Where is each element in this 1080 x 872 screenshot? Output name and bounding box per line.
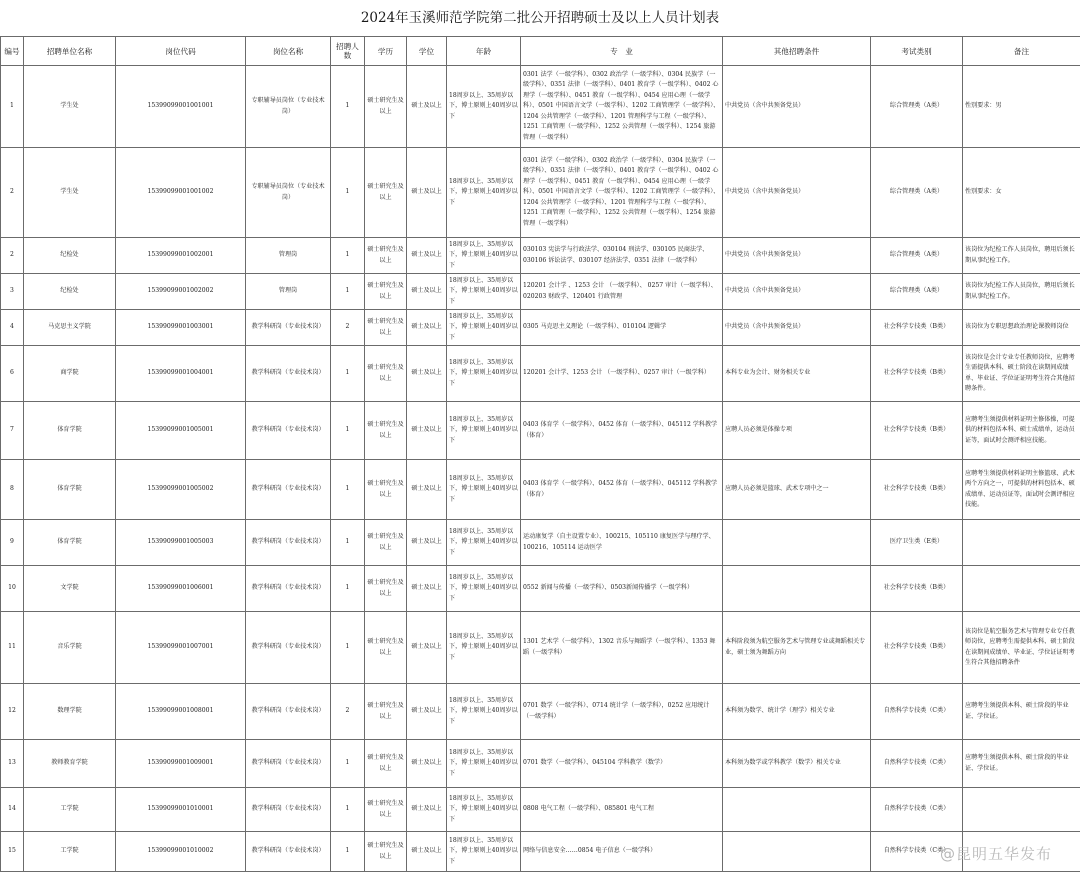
col-header: 岗位代码: [116, 37, 246, 66]
cell-post: 教学科研岗（专业技术岗）: [246, 566, 331, 612]
cell-count: 1: [331, 148, 365, 238]
cell-count: 1: [331, 520, 365, 566]
cell-post: 教学科研岗（专业技术岗）: [246, 310, 331, 346]
cell-exam: 社会科学专技类（B类）: [871, 460, 963, 520]
cell-age: 18周岁以上、35周岁以下，博士原则上40周岁以下: [447, 148, 521, 238]
cell-remark: [963, 788, 1080, 832]
col-header: 岗位名称: [246, 37, 331, 66]
cell-unit: 体育学院: [24, 520, 116, 566]
table-row: [1, 148, 1080, 238]
table-row: [1, 788, 1080, 832]
cell-degree: 硕士及以上: [407, 520, 447, 566]
cell-degree: 硕士及以上: [407, 832, 447, 872]
cell-count: 1: [331, 402, 365, 460]
cell-unit: 数理学院: [24, 684, 116, 740]
cell-other: 中共党员（含中共预备党员）: [723, 148, 871, 238]
cell-age: 18周岁以上、35周岁以下，博士原则上40周岁以下: [447, 66, 521, 148]
cell-no: 15: [1, 832, 24, 872]
cell-edu: 硕士研究生及以上: [365, 788, 407, 832]
cell-no: 11: [1, 612, 24, 684]
cell-degree: 硕士及以上: [407, 684, 447, 740]
cell-major: 0701 数学（一级学科）、0714 统计学（一级学科），0252 应用统计（一级学科）: [521, 684, 723, 740]
table-row: [1, 612, 1080, 684]
cell-remark: 该岗位是会计专业专任教师岗位，应聘考生需提供本科、硕士阶段在读期间成绩单、毕业证、学位证证明考生符合其他招聘条件。: [963, 346, 1080, 402]
cell-major: 120201 会计学 、1253 会计 （一级学科）、 0257 审计（一级学科）、020203 财政学、120401 行政管理: [521, 274, 723, 310]
cell-age: 18周岁以上、35周岁以下，博士原则上40周岁以下: [447, 612, 521, 684]
cell-major: 120201 会计学、1253 会计 （一级学科）、0257 审计（一级学科）: [521, 346, 723, 402]
cell-no: 2: [1, 148, 24, 238]
cell-remark: [963, 520, 1080, 566]
cell-age: 18周岁以上、35周岁以下，博士原则上40周岁以下: [447, 274, 521, 310]
cell-degree: 硕士及以上: [407, 66, 447, 148]
cell-degree: 硕士及以上: [407, 346, 447, 402]
cell-unit: 商学院: [24, 346, 116, 402]
cell-code: 15399099001002002: [116, 274, 246, 310]
cell-post: 管理岗: [246, 274, 331, 310]
cell-code: 15399099001010001: [116, 788, 246, 832]
cell-other: 中共党员（含中共预备党员）: [723, 310, 871, 346]
cell-exam: 综合管理类（A类）: [871, 274, 963, 310]
col-header: 考试类别: [871, 37, 963, 66]
cell-count: 1: [331, 566, 365, 612]
cell-unit: 工学院: [24, 832, 116, 872]
cell-major: 0403 体育学（一级学科）、0452 体育（一级学科）、045112 学科教学（体育）: [521, 402, 723, 460]
cell-no: 9: [1, 520, 24, 566]
cell-no: 7: [1, 402, 24, 460]
cell-count: 1: [331, 346, 365, 402]
cell-major: 0301 法学（一级学科）、0302 政治学（一级学科）、0304 民族学（一级学科）、0351 法律（一级学科）、0401 教育学（一级学科）、0402 心理学（一级学科）、0451 教育（一级学科）、0454 应用心理（一级学科）、0501 中国语言文学（一级学科）、1202 工商管理学（一级学科）、1204 公共管理学（一级学科）、1201 管理科学与工程（一级学科）、1251 工商管理（一级学科）、1252 公共管理（一级学科）、1254 旅游管理（一级学科）: [521, 148, 723, 238]
cell-unit: 工学院: [24, 788, 116, 832]
cell-exam: 社会科学专技类（B类）: [871, 310, 963, 346]
cell-code: 15399099001009001: [116, 740, 246, 788]
cell-count: 1: [331, 832, 365, 872]
cell-edu: 硕士研究生及以上: [365, 566, 407, 612]
table-row: [1, 460, 1080, 520]
cell-no: 2: [1, 238, 24, 274]
col-header: 年龄: [447, 37, 521, 66]
cell-code: 15399099001003001: [116, 310, 246, 346]
cell-no: 1: [1, 66, 24, 148]
cell-age: 18周岁以上、35周岁以下，博士原则上40周岁以下: [447, 684, 521, 740]
cell-edu: 硕士研究生及以上: [365, 460, 407, 520]
cell-edu: 硕士研究生及以上: [365, 402, 407, 460]
cell-age: 18周岁以上、35周岁以下，博士原则上40周岁以下: [447, 346, 521, 402]
cell-post: 教学科研岗（专业技术岗）: [246, 520, 331, 566]
cell-code: 15399099001005003: [116, 520, 246, 566]
cell-no: 12: [1, 684, 24, 740]
cell-unit: 马克思主义学院: [24, 310, 116, 346]
cell-no: 3: [1, 274, 24, 310]
watermark-text: @昆明五华发布: [940, 843, 1052, 864]
cell-count: 1: [331, 612, 365, 684]
cell-remark: 应聘考生须提供材料证明主修篮球、武术两个方向之一，可提供的材料包括本、硕成绩单、运动员证等，面试时会测评相应技能。: [963, 460, 1080, 520]
cell-post: 教学科研岗（专业技术岗）: [246, 788, 331, 832]
cell-exam: 社会科学专技类（B类）: [871, 402, 963, 460]
cell-count: 1: [331, 740, 365, 788]
cell-code: 15399099001004001: [116, 346, 246, 402]
cell-major: 0808 电气工程（一级学科）、085801 电气工程: [521, 788, 723, 832]
cell-degree: 硕士及以上: [407, 566, 447, 612]
cell-age: 18周岁以上、35周岁以下，博士原则上40周岁以下: [447, 520, 521, 566]
cell-degree: 硕士及以上: [407, 238, 447, 274]
col-header: 备注: [963, 37, 1080, 66]
cell-other: 中共党员（含中共预备党员）: [723, 274, 871, 310]
cell-no: 4: [1, 310, 24, 346]
cell-degree: 硕士及以上: [407, 460, 447, 520]
table-body: [1, 66, 1080, 872]
cell-exam: 社会科学专技类（B类）: [871, 566, 963, 612]
cell-major: 网络与信息安全……0854 电子信息（一级学科）: [521, 832, 723, 872]
table-row: [1, 520, 1080, 566]
recruitment-plan-table: [0, 36, 1080, 872]
col-header: 招聘单位名称: [24, 37, 116, 66]
cell-exam: 医疗卫生类（E类）: [871, 520, 963, 566]
cell-exam: 综合管理类（A类）: [871, 66, 963, 148]
cell-other: 中共党员（含中共预备党员）: [723, 66, 871, 148]
col-header: 专 业: [521, 37, 723, 66]
cell-count: 1: [331, 274, 365, 310]
cell-remark: 性别要求：男: [963, 66, 1080, 148]
cell-count: 1: [331, 238, 365, 274]
cell-unit: 学生处: [24, 66, 116, 148]
cell-code: 15399099001001002: [116, 148, 246, 238]
cell-code: 15399099001006001: [116, 566, 246, 612]
cell-remark: 应聘考生须提供材料证明主修体操，可提供的材料包括本科、硕士成绩单，运动员证等，面试时会测评相应技能。: [963, 402, 1080, 460]
cell-remark: 性别要求：女: [963, 148, 1080, 238]
cell-major: 0301 法学（一级学科）、0302 政治学（一级学科）、0304 民族学（一级学科）、0351 法律（一级学科）、0401 教育学（一级学科）、0402 心理学（一级学科）、0451 教育（一级学科）、0454 应用心理（一级学科）、0501 中国语言文学（一级学科）、1202 工商管理学（一级学科）、1204 公共管理学（一级学科）、1201 管理科学与工程（一级学科）、1251 工商管理（一级学科）、1252 公共管理（一级学科）、1254 旅游管理（一级学科）: [521, 66, 723, 148]
cell-edu: 硕士研究生及以上: [365, 832, 407, 872]
cell-degree: 硕士及以上: [407, 402, 447, 460]
col-header: 招聘人数: [331, 37, 365, 66]
cell-unit: 体育学院: [24, 402, 116, 460]
cell-other: 中共党员（含中共预备党员）: [723, 238, 871, 274]
cell-other: 本科须为数学或学科教学（数学）相关专业: [723, 740, 871, 788]
cell-edu: 硕士研究生及以上: [365, 612, 407, 684]
cell-code: 15399099001005001: [116, 402, 246, 460]
cell-remark: 该岗位为纪检工作人员岗位，聘用后须长期从事纪检工作。: [963, 274, 1080, 310]
cell-major: 0701 数学（一级学科）、045104 学科教学（数学）: [521, 740, 723, 788]
cell-code: 15399099001010002: [116, 832, 246, 872]
cell-other: 本科须为数学、统计学（理学）相关专业: [723, 684, 871, 740]
cell-degree: 硕士及以上: [407, 612, 447, 684]
cell-exam: 自然科学专技类（C类）: [871, 740, 963, 788]
cell-exam: 综合管理类（A类）: [871, 148, 963, 238]
cell-remark: 应聘考生须提供本科、硕士阶段的毕业证、学位证。: [963, 684, 1080, 740]
cell-code: 15399099001001001: [116, 66, 246, 148]
cell-other: 本科专业为会计、财务相关专业: [723, 346, 871, 402]
cell-edu: 硕士研究生及以上: [365, 274, 407, 310]
cell-exam: 自然科学专技类（C类）: [871, 788, 963, 832]
cell-unit: 学生处: [24, 148, 116, 238]
cell-code: 15399099001005002: [116, 460, 246, 520]
cell-no: 13: [1, 740, 24, 788]
cell-age: 18周岁以上、35周岁以下，博士原则上40周岁以下: [447, 460, 521, 520]
cell-other: [723, 832, 871, 872]
cell-unit: 体育学院: [24, 460, 116, 520]
table-row: [1, 66, 1080, 148]
table-row: [1, 684, 1080, 740]
cell-remark: 该岗位为纪检工作人员岗位，聘用后须长期从事纪检工作。: [963, 238, 1080, 274]
cell-edu: 硕士研究生及以上: [365, 238, 407, 274]
cell-no: 6: [1, 346, 24, 402]
cell-unit: 纪检处: [24, 274, 116, 310]
cell-exam: 综合管理类（A类）: [871, 238, 963, 274]
cell-other: [723, 566, 871, 612]
header-row: [1, 37, 1080, 66]
cell-degree: 硕士及以上: [407, 740, 447, 788]
cell-edu: 硕士研究生及以上: [365, 148, 407, 238]
cell-post: 教学科研岗（专业技术岗）: [246, 612, 331, 684]
cell-count: 1: [331, 460, 365, 520]
table-row: [1, 346, 1080, 402]
cell-exam: 自然科学专技类（C类）: [871, 684, 963, 740]
cell-post: 教学科研岗（专业技术岗）: [246, 832, 331, 872]
cell-code: 15399099001002001: [116, 238, 246, 274]
cell-count: 1: [331, 788, 365, 832]
table-row: [1, 740, 1080, 788]
cell-degree: 硕士及以上: [407, 274, 447, 310]
cell-degree: 硕士及以上: [407, 788, 447, 832]
cell-age: 18周岁以上、35周岁以下，博士原则上40周岁以下: [447, 310, 521, 346]
cell-age: 18周岁以上、35周岁以下，博士原则上40周岁以下: [447, 740, 521, 788]
cell-post: 教学科研岗（专业技术岗）: [246, 684, 331, 740]
col-header: 学历: [365, 37, 407, 66]
cell-major: 1301 艺术学（一级学科）、1302 音乐与舞蹈学（一级学科）、1353 舞蹈（一级学科）: [521, 612, 723, 684]
cell-exam: 社会科学专技类（B类）: [871, 612, 963, 684]
cell-count: 2: [331, 684, 365, 740]
cell-other: 应聘人员必须是篮球、武术专项中之一: [723, 460, 871, 520]
cell-post: 教学科研岗（专业技术岗）: [246, 460, 331, 520]
cell-unit: 音乐学院: [24, 612, 116, 684]
cell-edu: 硕士研究生及以上: [365, 740, 407, 788]
cell-degree: 硕士及以上: [407, 310, 447, 346]
table-row: [1, 402, 1080, 460]
cell-major: 运动康复学（自主设置专业）、100215、105110 康复医学与理疗学、100216、105114 运动医学: [521, 520, 723, 566]
cell-other: 本科阶段须为航空服务艺术与管理专业或舞蹈相关专业，硕士须为舞蹈方向: [723, 612, 871, 684]
cell-exam: 社会科学专技类（B类）: [871, 346, 963, 402]
table-row: [1, 310, 1080, 346]
col-header: 学位: [407, 37, 447, 66]
cell-age: 18周岁以上、35周岁以下，博士原则上40周岁以下: [447, 402, 521, 460]
table-row: [1, 274, 1080, 310]
col-header: 编号: [1, 37, 24, 66]
cell-post: 管理岗: [246, 238, 331, 274]
cell-edu: 硕士研究生及以上: [365, 310, 407, 346]
cell-remark: 应聘考生须提供本科、硕士阶段的毕业证、学位证。: [963, 740, 1080, 788]
cell-no: 10: [1, 566, 24, 612]
cell-degree: 硕士及以上: [407, 148, 447, 238]
cell-other: [723, 788, 871, 832]
cell-other: [723, 520, 871, 566]
cell-other: 应聘人员必须是体操专项: [723, 402, 871, 460]
cell-unit: 教师教育学院: [24, 740, 116, 788]
cell-post: 教学科研岗（专业技术岗）: [246, 402, 331, 460]
cell-age: 18周岁以上、35周岁以下，博士原则上40周岁以下: [447, 238, 521, 274]
cell-major: 0403 体育学（一级学科）、0452 体育（一级学科）、045112 学科教学（体育）: [521, 460, 723, 520]
cell-major: 0305 马克思主义理论（一级学科）、010104 逻辑学: [521, 310, 723, 346]
cell-age: 18周岁以上、35周岁以下，博士原则上40周岁以下: [447, 832, 521, 872]
cell-major: 0552 新闻与传播（一级学科）、0503新闻传播学（一级学科）: [521, 566, 723, 612]
cell-unit: 文学院: [24, 566, 116, 612]
cell-edu: 硕士研究生及以上: [365, 346, 407, 402]
cell-post: 专职辅导员岗位（专业技术岗）: [246, 66, 331, 148]
cell-exam: 自然科学专技类（C类）: [871, 832, 963, 872]
col-header: 其他招聘条件: [723, 37, 871, 66]
table-row: [1, 566, 1080, 612]
cell-post: 教学科研岗（专业技术岗）: [246, 346, 331, 402]
cell-no: 8: [1, 460, 24, 520]
cell-code: 15399099001007001: [116, 612, 246, 684]
cell-code: 15399099001008001: [116, 684, 246, 740]
cell-age: 18周岁以上、35周岁以下，博士原则上40周岁以下: [447, 788, 521, 832]
cell-post: 教学科研岗（专业技术岗）: [246, 740, 331, 788]
table-row: [1, 832, 1080, 872]
page-title: 2024年玉溪师范学院第二批公开招聘硕士及以上人员计划表: [0, 0, 1080, 36]
cell-major: 030103 宪法学与行政法学、030104 刑法学、030105 民商法学、030106 诉讼法学、030107 经济法学、0351 法律（一级学科）: [521, 238, 723, 274]
cell-edu: 硕士研究生及以上: [365, 66, 407, 148]
cell-edu: 硕士研究生及以上: [365, 684, 407, 740]
cell-post: 专职辅导员岗位（专业技术岗）: [246, 148, 331, 238]
cell-edu: 硕士研究生及以上: [365, 520, 407, 566]
cell-age: 18周岁以上、35周岁以下，博士原则上40周岁以下: [447, 566, 521, 612]
cell-remark: 该岗位为专职思想政治理论课教师岗位: [963, 310, 1080, 346]
cell-count: 1: [331, 66, 365, 148]
cell-count: 2: [331, 310, 365, 346]
cell-unit: 纪检处: [24, 238, 116, 274]
cell-remark: 该岗位是航空服务艺术与管理专业专任教师岗位，应聘考生需提供本科、硕士阶段在读期间成绩单、毕业证、学位证证明考生符合其他招聘条件: [963, 612, 1080, 684]
table-row: [1, 238, 1080, 274]
cell-remark: [963, 566, 1080, 612]
cell-no: 14: [1, 788, 24, 832]
